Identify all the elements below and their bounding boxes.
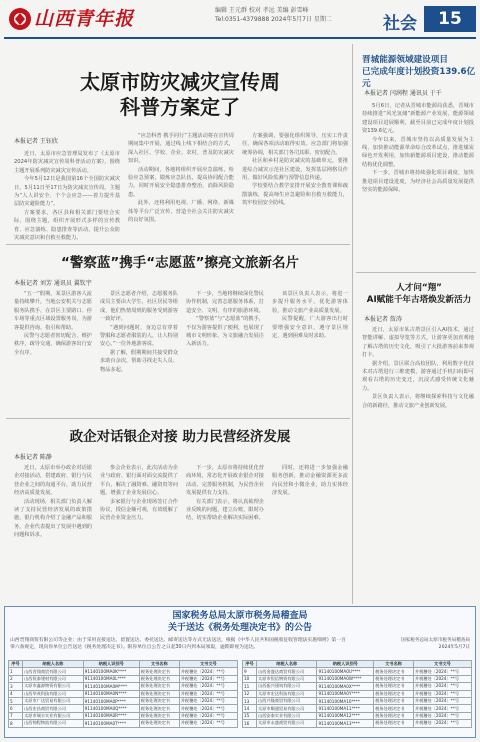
table-cell: 并税稽处〔2024〕**号 [179, 705, 237, 712]
table-header-cell: 文书名称 [139, 661, 179, 668]
table-cell: 91140100MA12**** [317, 712, 374, 719]
table-row [243, 683, 472, 690]
table-cell: 税务处理决定书 [374, 668, 414, 675]
table-cell: 91140100MA0R**** [83, 712, 139, 719]
table-cell: 并税稽处〔2024〕**号 [413, 705, 471, 712]
table-cell: 13 [243, 697, 257, 704]
table-header-cell: 纳税人识别号 [317, 661, 374, 668]
table-header-cell: 纳税人识别号 [83, 661, 139, 668]
table-cell: 91140100MA0M**** [83, 683, 139, 690]
bottom-article-title: 政企对话银企对接 助力民营经济发展 [69, 429, 291, 445]
table-cell: 1 [9, 668, 23, 675]
section-tag: 社会 [383, 14, 417, 34]
table-row [9, 720, 238, 727]
table-cell: 91140100MA0T**** [83, 720, 139, 727]
notice-table-left [8, 660, 238, 728]
table-cell: 并税稽处〔2024〕**号 [413, 683, 471, 690]
table-header-cell: 序号 [243, 661, 257, 668]
paragraph: 该景区负责人表示，将进一步提升服务水平，优化游客体验，推动文旅产业高质量发展。 [272, 291, 348, 314]
table-cell: 并税稽处〔2024〕**号 [413, 697, 471, 704]
right-top-title-line2: 已完成年度计划投资139.6亿元 [362, 67, 476, 89]
table-cell: 税务处理决定书 [139, 697, 179, 704]
table-cell: 山西兴隆商贸有限公司 [257, 697, 317, 704]
table-cell: 税务处理决定书 [139, 675, 179, 682]
paragraph: 近日，太原市举办政企对话银企对接活动，搭建政府、银行与民营企业之间的沟通平台，助力民营经济高质量发展。 [14, 465, 92, 497]
main-article-col2 [128, 132, 234, 238]
paragraph: 参会企业表示，此次活动为企业与政府、银行面对面交流提供了平台，解决了融资难、融资贵等问题，增强了企业发展信心。 [100, 465, 178, 497]
table-cell: 91140100MA0L**** [83, 675, 139, 682]
page-number: 15 [424, 6, 476, 32]
bottom-article-byline: 本报记者 陈静 [14, 454, 52, 461]
middle-article-col3 [186, 290, 264, 414]
paragraph: 活动期间，各地将组织开展应急演练，检验应急预案，锻炼应急队伍，提高协同配合能力。同时开展安全隐患排查整治，消除风险隐患。 [128, 166, 234, 198]
table-cell: 7 [9, 712, 23, 719]
table-row [243, 690, 472, 697]
table-cell: 税务处理决定书 [374, 690, 414, 697]
notice-title-line1: 国家税务总局太原市税务局稽查局 [172, 611, 308, 621]
table-row [9, 690, 238, 697]
table-cell: 税务处理决定书 [139, 683, 179, 690]
table-cell: 并税稽处〔2024〕**号 [179, 683, 237, 690]
table-row [9, 668, 238, 675]
table-cell: 91140100MA0X**** [317, 683, 374, 690]
table-cell: 税务处理决定书 [374, 705, 414, 712]
main-title-line1: 太原市防灾减灾宣传周 [80, 70, 280, 94]
table-cell: 91140100MA0Y**** [317, 690, 374, 697]
notice-title [4, 610, 476, 634]
tel-date: Tel:0351-4379888 2024年5月7日 星期二 [215, 16, 332, 23]
paragraph: 5月6日，记者从晋城市能源局获悉，晋城市持续推进“风光氢储”新能源产业发展，能源领域建设项目进展顺利，截至目前已完成年度计划投资139.6亿元。 [362, 103, 474, 135]
notice-date: 2024年5月7日 [438, 644, 470, 650]
notice-table-right [242, 660, 472, 728]
table-cell: 91140100MA0W**** [317, 675, 374, 682]
bottom-article-col3 [186, 464, 264, 600]
table-cell: 91140100MA0U**** [317, 668, 374, 675]
table-cell: 山西晋翔商贸有限公司 [23, 668, 84, 675]
table-cell: 91140100MA10**** [317, 697, 374, 704]
table-cell: 税务处理决定书 [139, 705, 179, 712]
table-cell: 16 [243, 720, 257, 727]
table-cell: 税务处理决定书 [374, 697, 414, 704]
table-header-row [243, 661, 472, 668]
masthead [0, 0, 480, 44]
middle-article-col2 [100, 290, 178, 414]
table-cell: 91140100MA11**** [317, 705, 374, 712]
section-divider [356, 272, 476, 273]
table-cell: 山西华茂科技有限公司 [23, 690, 84, 697]
right-top-title-line1: 晋城能源领域建设项目 [362, 55, 448, 65]
table-header-row [9, 661, 238, 668]
column-divider [352, 44, 353, 604]
table-cell: 太原市鑫源物资有限公司 [23, 683, 84, 690]
table-cell: 并税稽处〔2024〕**号 [413, 720, 471, 727]
paragraph: 同时，还将进一步加强金融服务创新，推动金融资源更多流向民营和小微企业，助力实体经济发展。 [272, 465, 348, 497]
table-cell: 并税稽处〔2024〕**号 [179, 697, 237, 704]
table-cell: 6 [9, 705, 23, 712]
middle-article-byline: 本报记者 刘芳 通讯员 翼钦宇 [14, 280, 92, 287]
table-cell: 2 [9, 675, 23, 682]
table-cell: 税务处理决定书 [374, 675, 414, 682]
table-header-cell: 文书文号 [413, 661, 471, 668]
table-cell: 14 [243, 705, 257, 712]
section-divider [6, 418, 350, 419]
right-mid-byline: 本报记者 詹涛 [364, 316, 402, 323]
paragraph: 有关部门表示，将认真梳理企业反映的问题，建立台账，限时办结，切实帮助企业解决实际困难。 [186, 498, 264, 522]
table-row [9, 697, 238, 704]
masthead-divider [4, 37, 476, 39]
table-cell: 山西宏昌商贸有限公司 [23, 705, 84, 712]
table-cell: 税务处理决定书 [374, 683, 414, 690]
table-cell: 并税稽处〔2024〕**号 [413, 668, 471, 675]
main-article-byline: 本报记者 王钰欣 [14, 138, 58, 145]
paragraph: 景区志愿者介绍，志愿服务队成员主要由大学生、社区居民等组成，他们热情周到的服务受到游客一致好评。 [100, 291, 178, 323]
middle-article-col1 [14, 290, 92, 414]
table-header-cell: 序号 [9, 661, 23, 668]
table-cell: 税务处理决定书 [139, 712, 179, 719]
paragraph: 多家银行与企业现场签订合作协议，授信金额可观，有效缓解了民营企业资金压力。 [100, 498, 178, 522]
notice-body: 山西晋翔商贸有限公司等企业：由于采用直接送达、留置送达、委托送达、邮寄送达等方式无法送达，根据《中华人民共和国税收征收管理法实施细则》第一百零六条规定，现向你单位公告送达《税务处理决定书》。限你单位自公告之日起30日内到本局领取，逾期即视为送达。 [10, 638, 346, 650]
right-mid-title-line1: 人才问“翔” [396, 283, 442, 293]
main-article-col3 [242, 132, 348, 238]
table-cell: 15 [243, 712, 257, 719]
paragraph: 近日，太原市某古塔景区引入AI技术，通过智能讲解、虚拟导览等方式，让游客更加直观地了解古塔的历史文化，吸引了大批游客前来参观打卡。 [362, 327, 474, 359]
paragraph: 下一步，当地将继续深化警民协作机制，完善志愿服务体系，打造安全、文明、有序的旅游环境。 [186, 291, 264, 314]
paragraph: 方案强调，要强化组织领导，压实工作责任，确保各项活动取得实效。应急部门将加强统筹协调，相关部门各司其职、密切配合。 [242, 133, 348, 156]
table-cell: 10 [243, 675, 257, 682]
middle-article-col4 [272, 290, 348, 414]
table-cell: 3 [9, 683, 23, 690]
table-row [9, 705, 238, 712]
table-header-cell: 文书文号 [179, 661, 237, 668]
paragraph: 民警提醒，广大游客出行时要增强安全意识，遵守景区规定，遇到困难及时求助。 [272, 316, 348, 340]
right-top-title [362, 54, 476, 90]
middle-article-title: “警察蓝”携手“志愿蓝”擦亮文旅新名片 [61, 255, 299, 271]
table-cell: 山西恒泰建材有限公司 [23, 675, 84, 682]
table-cell: 税务处理决定书 [374, 720, 414, 727]
table-cell: 太原市宏达科技有限公司 [257, 690, 317, 697]
table-cell: 太原市恒信物资有限公司 [257, 675, 317, 682]
table-cell: 并税稽处〔2024〕**号 [413, 712, 471, 719]
bottom-article-col2 [100, 464, 178, 600]
table-cell: 并税稽处〔2024〕**号 [179, 712, 237, 719]
right-mid-title-line2: AI赋能千年古塔焕发新活力 [366, 295, 472, 305]
paragraph: 景区负责人表示，将继续探索科技与文化融合的新路径，推动文旅产业创新发展。 [362, 394, 474, 409]
table-row [9, 683, 238, 690]
table-row [243, 705, 472, 712]
table-cell: 11 [243, 683, 257, 690]
table-cell: 8 [9, 720, 23, 727]
right-top-byline: 本报记者 闫润程 通讯员 于千 [364, 90, 442, 97]
table-cell: 4 [9, 690, 23, 697]
paragraph: 活动现场，相关部门负责人解读了支持民营经济发展的政策措施，银行机构介绍了金融产品和服务，企业代表提出了发展中遇到的问题和诉求。 [14, 498, 92, 539]
paragraph: 方案要求，各区县和相关部门要结合实际，围绕主题，组织开展形式多样的宣传教育、应急演练、隐患排查等活动，提升公众防灾减灾意识和自救互救能力。 [14, 209, 120, 242]
table-row [243, 668, 472, 675]
table-cell: 山西金盛达商贸有限公司 [257, 668, 317, 675]
notice-signer: 国家税务总局太原市税务局稽查局 [401, 638, 470, 643]
paragraph: 此外，还将利用电视、广播、网络、新媒体等平台广泛宣传，营造全社会关注防灾减灾的良好氛围。 [128, 200, 234, 224]
table-cell: 并税稽处〔2024〕**号 [179, 668, 237, 675]
table-cell: 并税稽处〔2024〕**号 [179, 720, 237, 727]
table-row [243, 675, 472, 682]
table-cell: 并税稽处〔2024〕**号 [413, 675, 471, 682]
table-cell: 税务处理决定书 [374, 712, 414, 719]
main-article-col1 [14, 150, 120, 242]
table-cell: 91140100MA13**** [317, 720, 374, 727]
table-header-cell: 文书名称 [374, 661, 414, 668]
paragraph: “遇到问题时，身边总有穿着警服和志愿者服装的人，让人特别安心。”一位外地游客说。 [100, 324, 178, 348]
main-title-line2: 科普方案定了 [120, 95, 240, 119]
right-top-body [362, 102, 474, 264]
paragraph: “应急科普 携手同行”主题活动将在宣传周期间集中开展，通过线上线下相结合的方式，深入社区、学校、企业、农村，普及防灾减灾知识。 [128, 133, 234, 165]
table-cell: 太原市顺通贸易有限公司 [257, 705, 317, 712]
table-cell: 并税稽处〔2024〕**号 [179, 690, 237, 697]
table-row [9, 712, 238, 719]
section-divider [6, 244, 350, 245]
table-cell: 税务处理决定书 [139, 668, 179, 675]
paragraph: “警察蓝”与“志愿蓝”的携手，不仅为游客提供了便利，也展现了城市文明形象，为文旅融合发展注入新活力。 [186, 316, 264, 348]
table-cell: 91140100MA0Q**** [83, 705, 139, 712]
paragraph: 近日，太原市应急管理局发布了《太原市2024年防灾减灾宣传周科普活动方案》，围绕主题开展系列防灾减灾宣传活动。 [14, 151, 120, 174]
table-cell: 并税稽处〔2024〕**号 [413, 690, 471, 697]
paragraph: 民警与志愿者密切配合，维护秩序，疏导交通，确保游客出行安全有序。 [14, 333, 92, 356]
table-cell: 山西锦程物流有限公司 [23, 720, 84, 727]
table-cell: 91140100MA0P**** [83, 697, 139, 704]
paragraph: 据介绍，景区联合高校团队，利用数字化技术对古塔进行三维建模，游客通过手机扫码即可观看古塔的历史变迁，沉浸式感受传统文化魅力。 [362, 360, 474, 392]
table-row [243, 712, 472, 719]
paragraph: 社区和乡村是防灾减灾的基础单元，要推进综合减灾示范社区建设，发挥基层网格员作用，做好风险监测与预警信息传递。 [242, 158, 348, 182]
table-cell: 9 [243, 668, 257, 675]
paragraph: 下一步，晋城市将持续强化项目调度，加快推进项目建设进度，为经济社会高质量发展提供坚实的能源保障。 [362, 170, 474, 194]
paragraph: 下一步，太原市将持续优化营商环境，常态化开展政企银企对接活动，完善服务机制，为民营企业发展提供有力支持。 [186, 465, 264, 497]
table-row [243, 697, 472, 704]
table-cell: 太原市永盛商贸有限公司 [257, 720, 317, 727]
table-cell: 12 [243, 690, 257, 697]
table-header-cell: 纳税人名称 [23, 661, 84, 668]
bottom-article-col1 [14, 464, 92, 600]
paragraph: “五一”假期，某景区游客人流量持续攀升，当地公安机关与志愿服务队携手，在景区主要路口、停车场等重点区域设置服务岗，为游客提供咨询、指引和帮助。 [14, 291, 92, 331]
table-row [243, 720, 472, 727]
table-cell: 山西安泰实业有限公司 [257, 712, 317, 719]
notice-signature [355, 638, 470, 651]
table-cell: 山西振兴建筑有限公司 [257, 683, 317, 690]
right-mid-body [362, 326, 474, 598]
table-cell: 并税稽处〔2024〕**号 [179, 675, 237, 682]
logo-text: 山西青年报 [34, 8, 135, 30]
main-article-title [10, 70, 350, 120]
right-mid-title [362, 282, 476, 306]
notice-title-line2: 关于送达《税务处理决定书》的公告 [167, 623, 312, 633]
paragraph: 据了解，假期期间共接受群众求助百余次，帮助寻找走失人员、物品多起。 [100, 349, 178, 373]
paragraph: 学校要结合教学安排开展安全教育课和疏散演练，提高师生应急避险和自救互救能力，筑牢校园安全防线。 [242, 183, 348, 207]
table-row [9, 675, 238, 682]
table-cell: 91140100MA0K**** [83, 668, 139, 675]
table-cell: 太原市瑞丰实业有限公司 [23, 712, 84, 719]
table-cell: 税务处理决定书 [139, 690, 179, 697]
table-cell: 太原市广达贸易有限公司 [23, 697, 84, 704]
masthead-meta [215, 6, 332, 24]
table-cell: 税务处理决定书 [139, 720, 179, 727]
paragraph: 今年5月12日是我国第16个全国防灾减灾日，5月11日至17日为防灾减灾宣传周。主题为“人人讲安全、个个会应急——着力提升基层防灾避险能力”。 [14, 176, 120, 208]
table-cell: 91140100MA0N**** [83, 690, 139, 697]
bottom-article-col4 [272, 464, 348, 600]
editor-credits: 编辑 王元群 校对 孝远 美编 彭雪峰 [215, 7, 309, 14]
paragraph: 今年以来，晋城市坚持以高质量发展为主线，加快推动能源革命综合改革试点，推进煤炭绿色开发利用，加快新能源项目建设，推动能源结构优化调整。 [362, 136, 474, 168]
table-cell: 5 [9, 697, 23, 704]
table-header-cell: 纳税人名称 [257, 661, 317, 668]
